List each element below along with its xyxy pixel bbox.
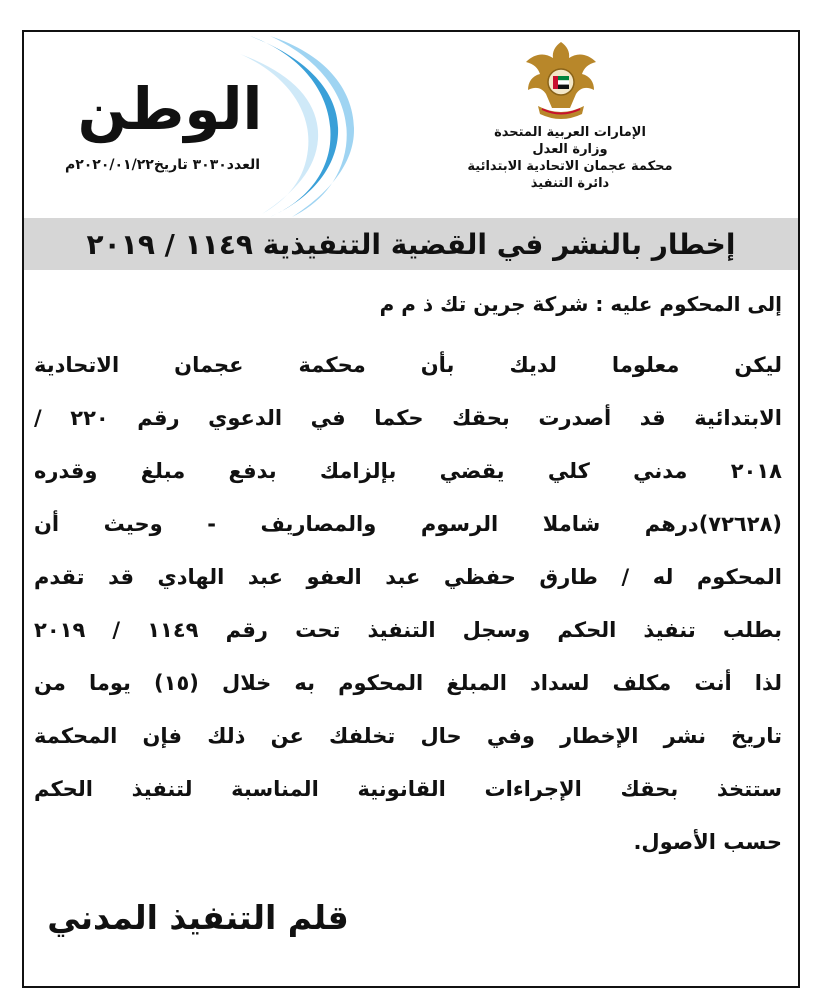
notice-title: إخطار بالنشر في القضية التنفيذية ١١٤٩ / ٢٠١٩ <box>86 227 736 261</box>
body-line: لذا أنت مكلف لسداد المبلغ المحكوم به خلال (١٥) يوما من <box>34 671 782 695</box>
issuing-authority <box>440 124 700 192</box>
body-line: ٢٠١٨ مدني كلي يقضي بإلزامك بدفع مبلغ وقدره <box>34 459 782 483</box>
body-line: تاريخ نشر الإخطار وفي حال تخلفك عن ذلك فإن المحكمة <box>34 724 782 748</box>
country-name: الإمارات العربية المتحدة <box>494 125 646 140</box>
addressee-line: إلى المحكوم عليه : شركة جرين تك ذ م م <box>379 292 782 316</box>
notice-title-band <box>24 218 798 270</box>
ministry-name: وزارة العدل <box>532 142 608 157</box>
body-line: حسب الأصول. <box>633 830 782 854</box>
signature: قلم التنفيذ المدني <box>47 898 349 937</box>
body-line: المحكوم له / طارق حفظي عبد العفو عبد الهادي قد تقدم <box>34 565 782 589</box>
uae-emblem-icon <box>522 38 600 122</box>
body-line: بطلب تنفيذ الحكم وسجل التنفيذ تحت رقم ١١٤٩ / ٢٠١٩ <box>34 618 782 642</box>
body-line: ستتخذ بحقك الإجراءات القانونية المناسبة لتنفيذ الحكم <box>34 777 782 801</box>
body-line: الابتدائية قد أصدرت بحقك حكما في الدعوي رقم ٢٢٠ / <box>34 406 782 430</box>
department-name: دائرة التنفيذ <box>530 176 610 191</box>
newspaper-name: الوطن <box>77 75 263 143</box>
court-name: محكمة عجمان الاتحادية الابتدائية <box>467 159 673 174</box>
body-line: ليكن معلوما لديك بأن محكمة عجمان الاتحادية <box>34 353 782 377</box>
issue-number-date: العدد٣٠٣٠ تاريخ٢٠٢٠/٠١/٢٢م <box>64 157 261 173</box>
notice-body <box>34 345 782 875</box>
body-line: (٧٢٦٢٨)درهم شاملا الرسوم والمصاريف - وحيث أن <box>34 512 782 536</box>
